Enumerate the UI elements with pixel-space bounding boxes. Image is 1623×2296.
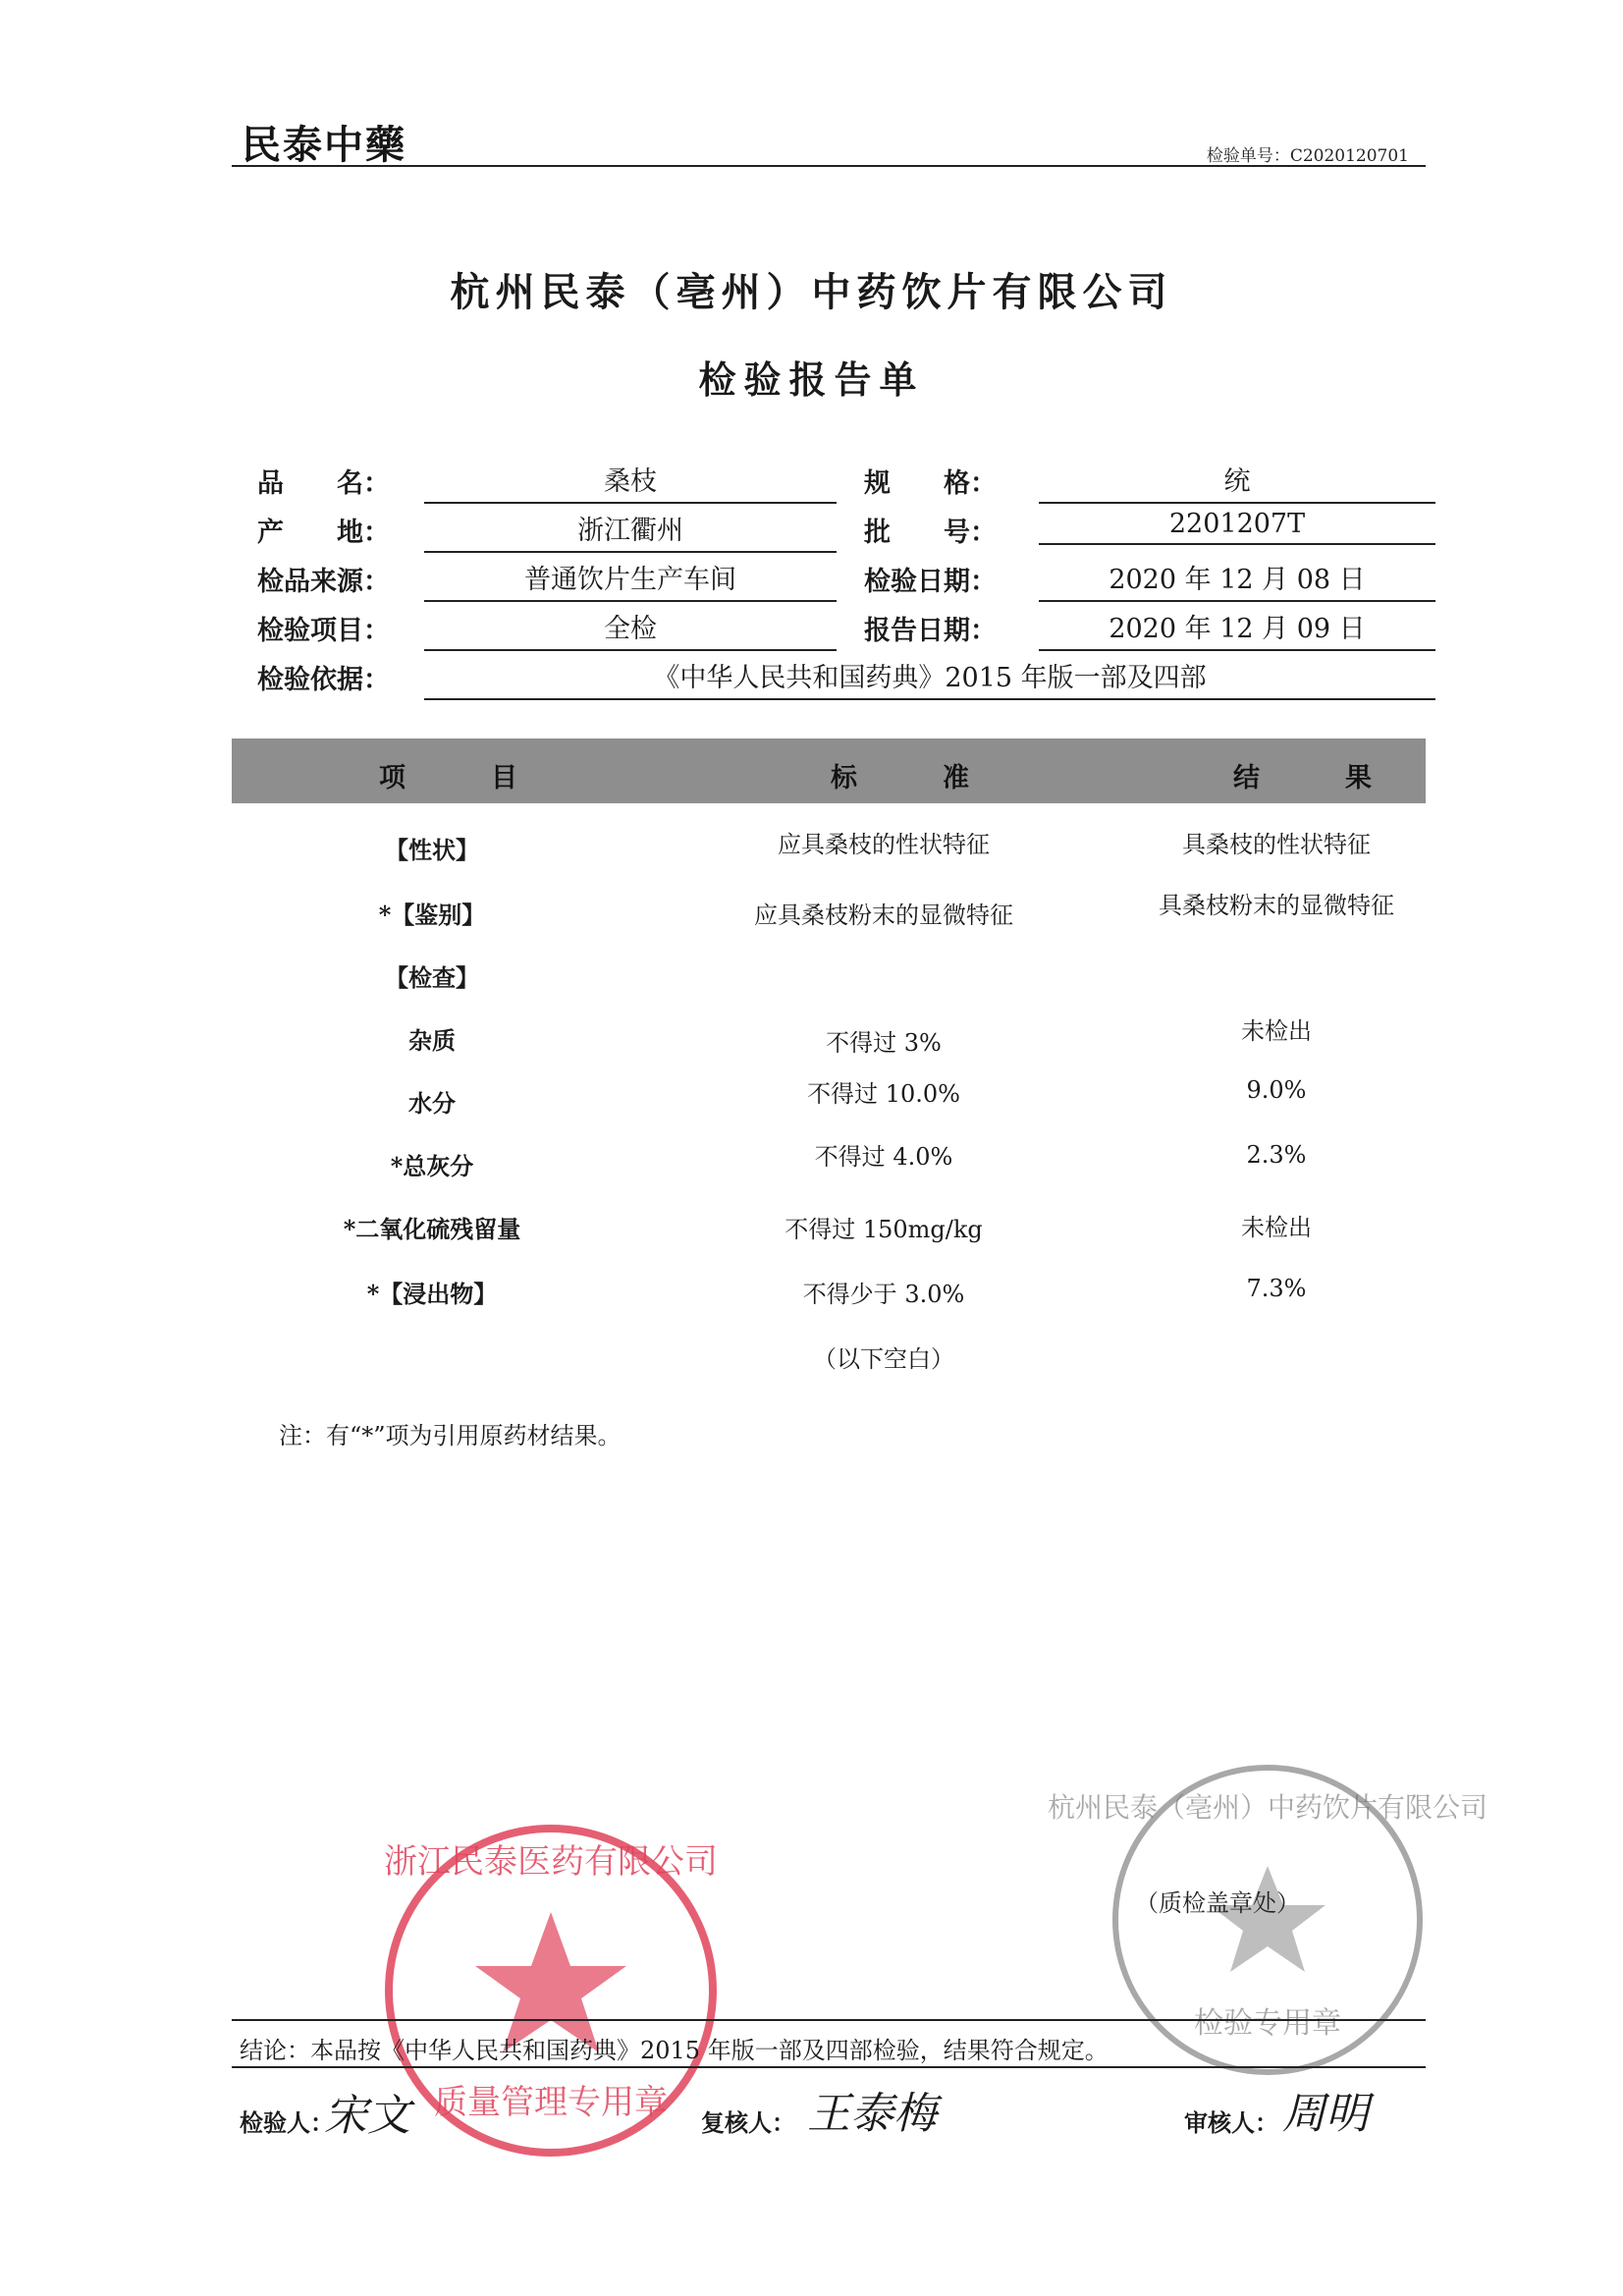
batch-label: 批 号：	[864, 518, 997, 548]
row-item: 水分	[408, 1089, 456, 1118]
column-header-standard: 标 准	[831, 763, 999, 793]
basis-value: 《中华人民共和国药典》2015 年版一部及四部	[424, 656, 1435, 700]
item-label: 检验项目：	[257, 616, 390, 646]
row-standard: 应具桑枝粉末的显微特征	[754, 902, 1013, 929]
row-standard: 不得过 10.0%	[807, 1080, 960, 1108]
source-label: 检品来源：	[257, 567, 390, 597]
origin-value: 浙江衢州	[424, 509, 837, 553]
column-header-result: 结 果	[1233, 763, 1401, 793]
report-date-value: 2020 年 12 月 09 日	[1039, 607, 1435, 651]
row-result: 7.3%	[1246, 1275, 1307, 1302]
svg-text:检验专用章: 检验专用章	[1194, 2006, 1341, 2041]
row-standard: 不得少于 3.0%	[802, 1281, 965, 1308]
header-divider	[232, 165, 1426, 167]
row-standard: 不得过 150mg/kg	[784, 1216, 983, 1243]
company-title: 杭州民泰（亳州）中药饮片有限公司	[450, 269, 1173, 315]
row-result: 2.3%	[1246, 1141, 1307, 1169]
batch-value: 2201207T	[1039, 509, 1435, 545]
company-logo: 民泰中藥	[242, 122, 406, 168]
blank-note: （以下空白）	[813, 1345, 954, 1373]
row-standard: 应具桑枝的性状特征	[778, 831, 990, 858]
approver-signature: 周明	[1282, 2089, 1369, 2139]
report-date-label: 报告日期：	[864, 616, 997, 646]
svg-text:质量管理专用章: 质量管理专用章	[434, 2083, 668, 2122]
name-label: 品 名：	[257, 468, 390, 499]
document-title: 检验报告单	[698, 357, 925, 402]
quality-stamp	[379, 1819, 723, 2162]
row-item: *【鉴别】	[378, 901, 486, 929]
row-item: 【检查】	[385, 963, 479, 992]
row-item: *总灰分	[390, 1152, 474, 1180]
column-header-item: 项 目	[379, 763, 547, 793]
inspector-label: 检验人：	[240, 2108, 334, 2137]
row-result: 未检出	[1241, 1214, 1312, 1241]
test-date-label: 检验日期：	[864, 567, 997, 597]
row-item: 杂质	[408, 1026, 456, 1055]
row-standard: 不得过 4.0%	[814, 1143, 953, 1171]
source-value: 普通饮片生产车间	[424, 558, 837, 602]
row-item: *【浸出物】	[366, 1280, 498, 1308]
spec-label: 规 格：	[864, 468, 997, 499]
row-item: *二氧化硫残留量	[343, 1215, 521, 1243]
conclusion-text: 结论：本品按《中华人民共和国药典》2015 年版一部及四部检验，结果符合规定。	[240, 2037, 1109, 2064]
name-value: 桑枝	[424, 460, 837, 504]
item-value: 全检	[424, 607, 837, 651]
stamp-area-label: （质检盖章处）	[1135, 1889, 1300, 1917]
row-result: 具桑枝粉末的显微特征	[1159, 892, 1394, 919]
conclusion-bottom-line	[232, 2066, 1426, 2068]
row-standard: 不得过 3%	[826, 1029, 942, 1057]
spec-value: 统	[1039, 460, 1435, 504]
basis-label: 检验依据：	[257, 665, 390, 695]
reviewer-signature: 王泰梅	[807, 2089, 937, 2139]
reviewer-label: 复核人：	[701, 2108, 795, 2137]
test-date-value: 2020 年 12 月 08 日	[1039, 558, 1435, 602]
row-item: 【性状】	[385, 836, 479, 864]
inspection-stamp	[1047, 1758, 1488, 2082]
row-result: 具桑枝的性状特征	[1182, 831, 1371, 858]
row-result: 9.0%	[1246, 1076, 1307, 1104]
conclusion-top-line	[232, 2019, 1426, 2021]
report-number: 检验单号：C2020120701	[1206, 146, 1409, 166]
svg-text:杭州民泰（亳州）中药饮片有限公司: 杭州民泰（亳州）中药饮片有限公司	[1047, 1791, 1488, 1824]
approver-label: 审核人：	[1184, 2108, 1278, 2137]
origin-label: 产 地：	[257, 518, 390, 548]
inspector-signature: 宋文	[324, 2091, 410, 2141]
row-result: 未检出	[1241, 1017, 1312, 1045]
svg-text:浙江民泰医药有限公司: 浙江民泰医药有限公司	[384, 1842, 718, 1882]
footnote: 注：有“*”项为引用原药材结果。	[279, 1422, 622, 1449]
